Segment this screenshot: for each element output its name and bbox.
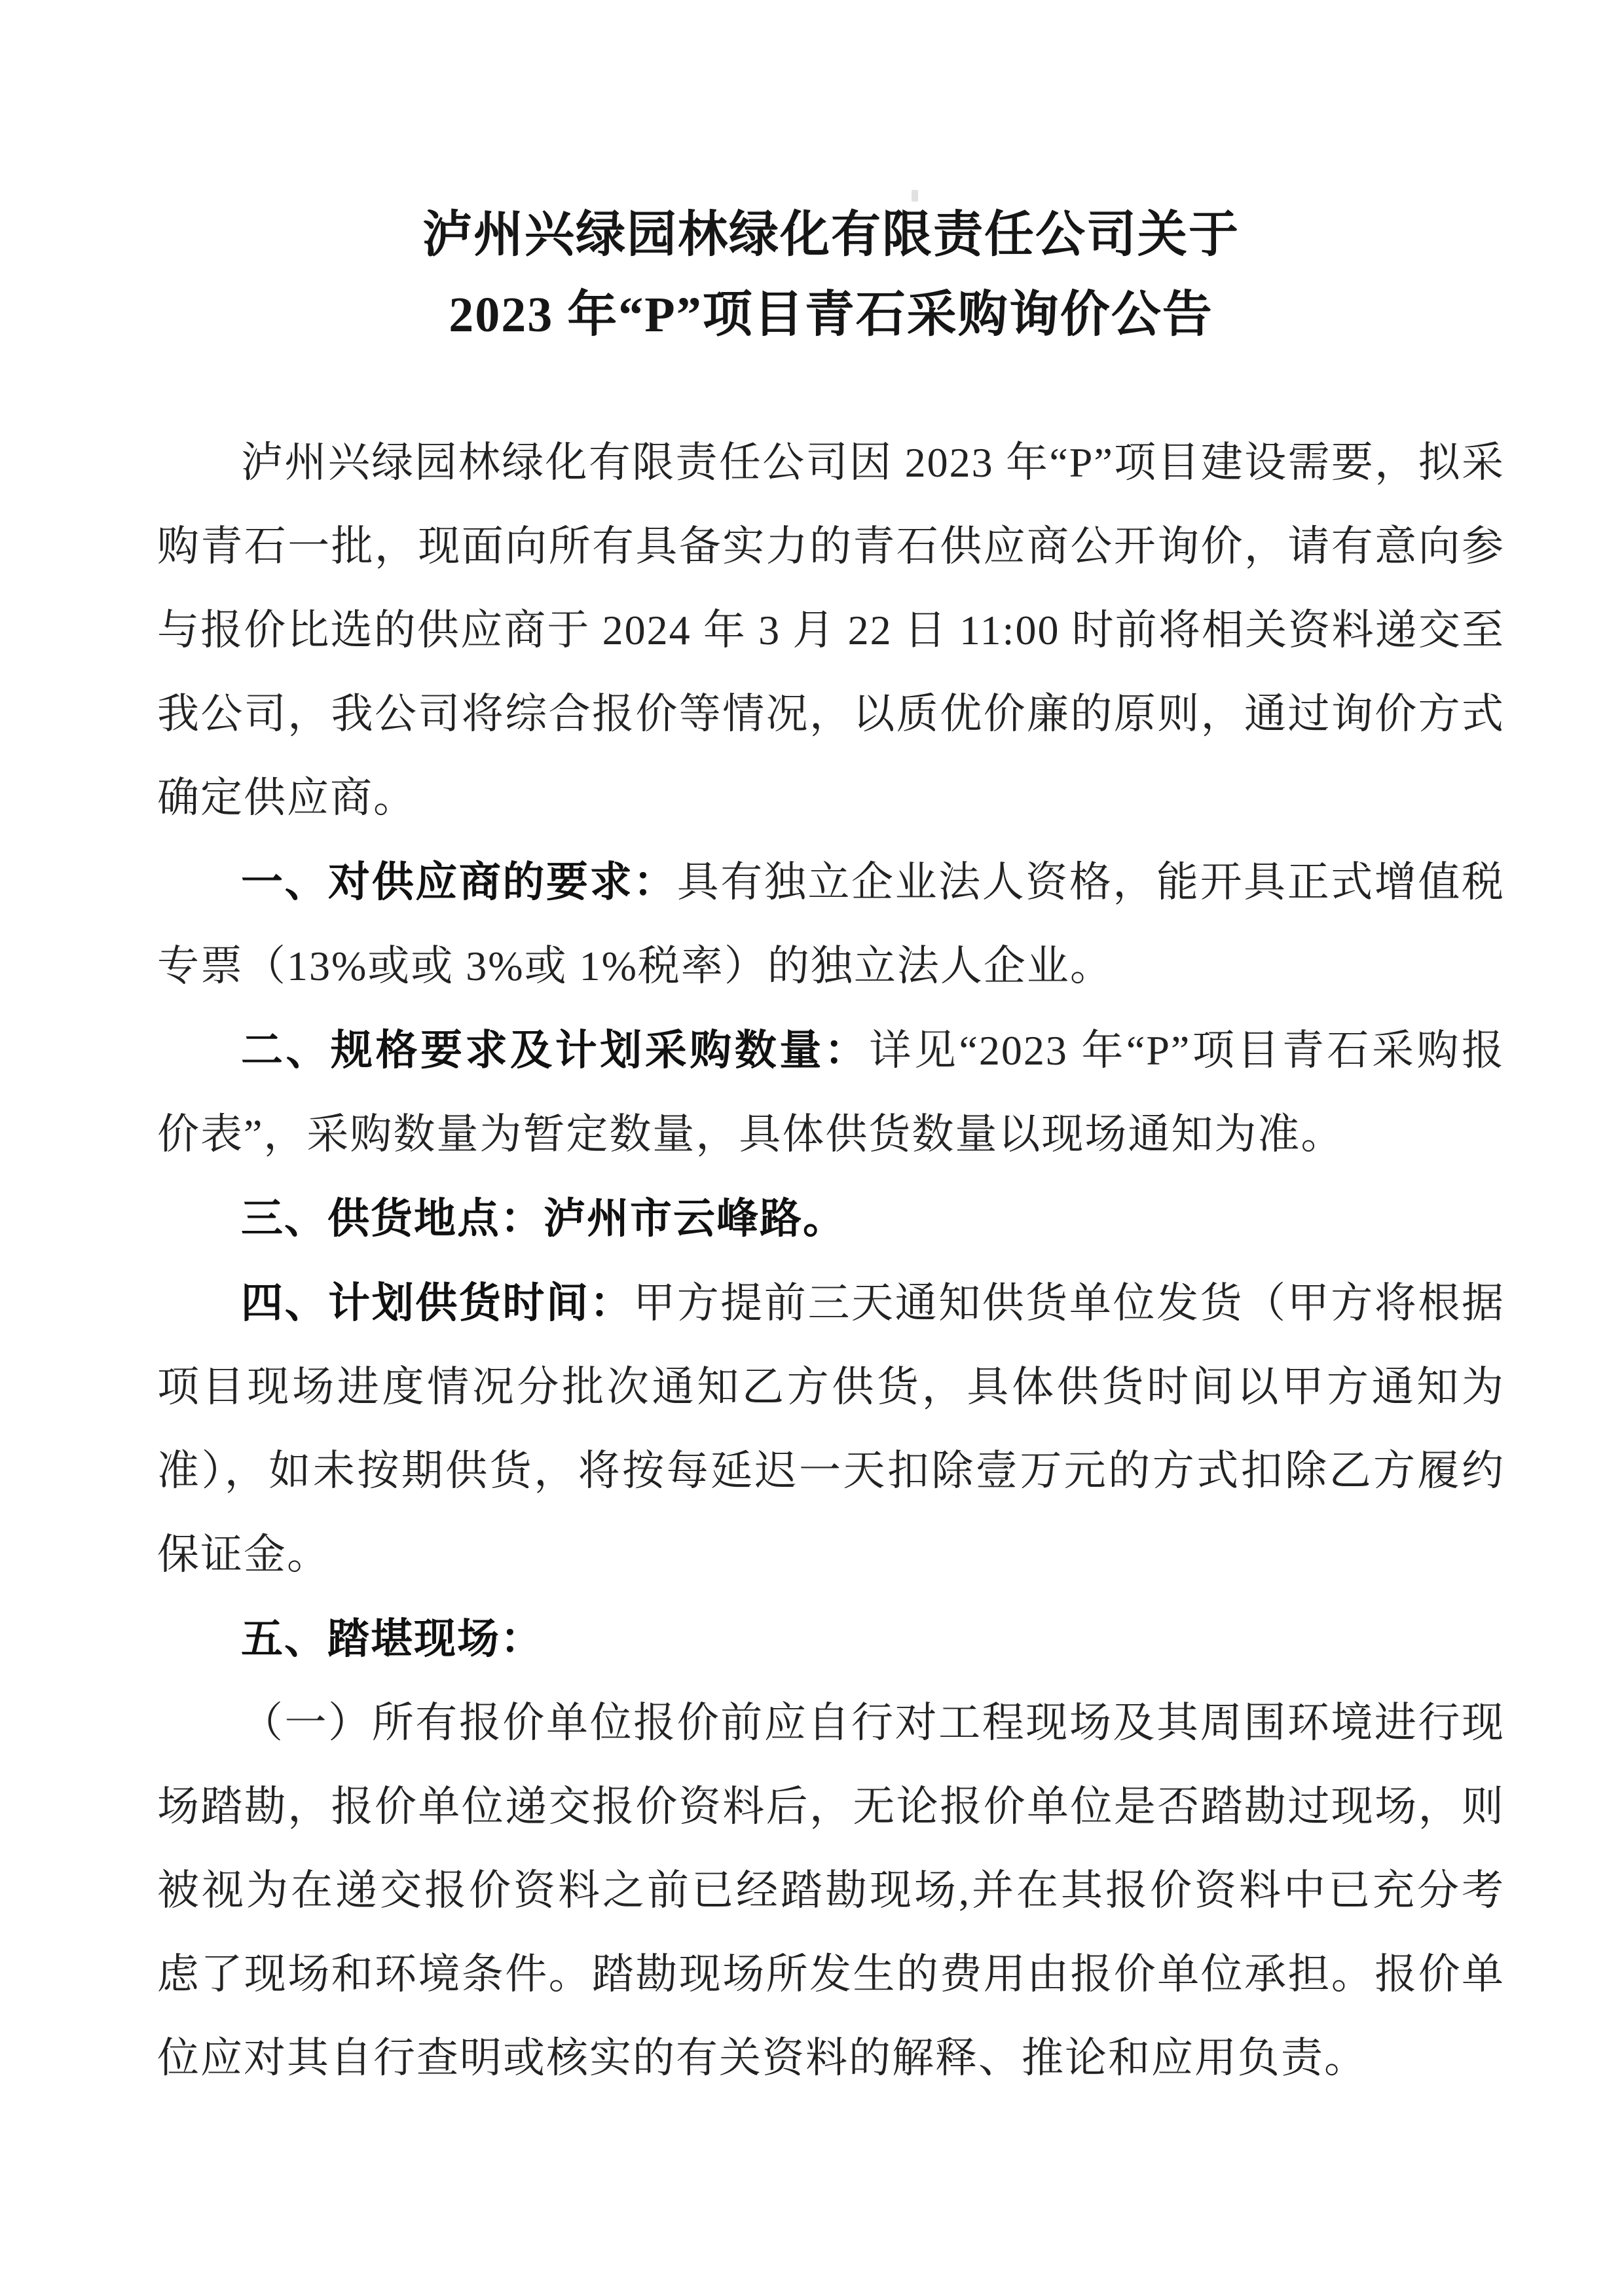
section-5-site-survey <box>157 1597 1505 1681</box>
document-title-line-1: 泸州兴绿园林绿化有限责任公司关于 <box>422 208 1240 263</box>
section-3-delivery-location <box>157 1176 1505 1261</box>
section-4-delivery-schedule <box>157 1261 1505 1597</box>
section-2-text: 详见“2023 年“P”项目青石采购报价表”，采购数量为暂定数量，具体供货数量以现场通知为准。 <box>157 1027 1505 1157</box>
section-2-heading: 二、规格要求及计划采购数量： <box>241 1026 870 1074</box>
section-3-text: 泸州市云峰路。 <box>544 1194 846 1242</box>
section-5-heading: 五、踏堪现场： <box>241 1614 544 1662</box>
section-5-item-1-text: （一）所有报价单位报价前应自行对工程现场及其周围环境进行现场踏勘，报价单位递交报价资料后，无论报价单位是否踏勘过现场，则被视为在递交报价资料之前已经踏勘现场,并在其报价资料中已充分考虑了现场和环境条件。踏勘现场所发生的费用由报价单位承担。报价单位应对其自行查明或核实的有关资料的解释、推论和应用负责。 <box>157 1699 1505 2081</box>
section-3-heading: 三、供货地点： <box>241 1194 544 1242</box>
section-2-spec-and-quantity <box>157 1008 1505 1176</box>
section-1-text: 具有独立企业法人资格，能开具正式增值税专票（13%或或 3%或 1%税率）的独立法人企业。 <box>157 858 1505 989</box>
intro-paragraph-text: 泸州兴绿园林绿化有限责任公司因 2023 年“P”项目建设需要，拟采购青石一批，现面向所有具备实力的青石供应商公开询价，请有意向参与报价比选的供应商于 2024 年 3 月 22 日 11:00 时前将相关资料递交至我公司，我公司将综合报价等情况，以质优价廉的原则，通过询价方式确定供应商。 <box>157 439 1505 821</box>
section-4-text: 甲方提前三天通知供货单位发货（甲方将根据项目现场进度情况分批次通知乙方供货，具体供货时间以甲方通知为准），如未按期供货，将按每延迟一天扣除壹万元的方式扣除乙方履约保证金。 <box>157 1279 1505 1578</box>
intro-paragraph <box>157 421 1505 840</box>
section-4-heading: 四、计划供货时间： <box>241 1279 634 1326</box>
scan-artifact <box>912 190 918 202</box>
document-title-line-2: 2023 年“P”项目青石采购询价公告 <box>449 287 1213 343</box>
section-5-item-1 <box>157 1681 1505 2100</box>
document-title <box>157 195 1505 355</box>
section-1-suppliers-requirements <box>157 840 1505 1008</box>
section-1-heading: 一、对供应商的要求： <box>241 858 677 905</box>
